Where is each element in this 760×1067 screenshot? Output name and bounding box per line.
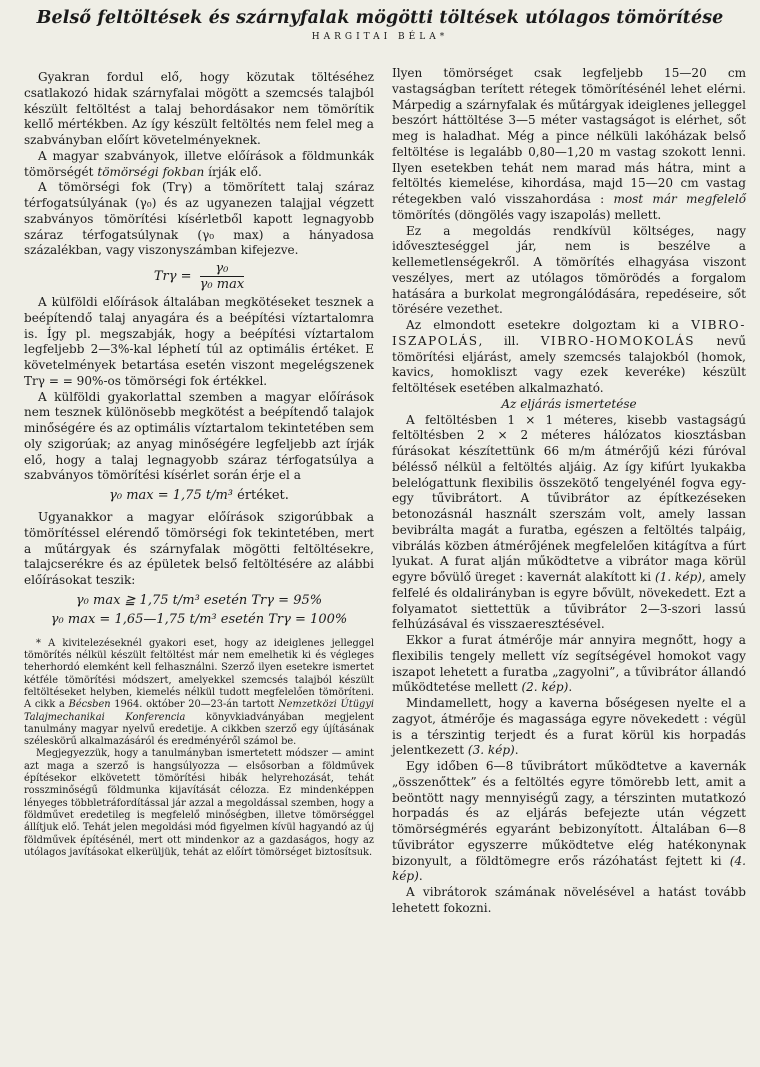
paragraph: Egy időben 6—8 tűvibrátort működtetve a kavernák „összenőttek” és a feltöltés egyre tömörebb lett, amit a beöntött nagy mennyiségű zagy, a térszinten mutatkozó horpadás és az eljárás befejezte után végzett tömörségmérés egyaránt bebizonyított. Általában 6—8 tűvibrátor egyszerre működtetve elég hatékonynak bizonyult, a földtömegre erős rázóhatást fejtett ki (4. kép).: [392, 759, 746, 884]
article-author: HARGITAI BÉLA*: [311, 32, 449, 42]
footnote: [24, 638, 374, 859]
article-title: Belső feltöltések és szárnyfalak mögötti töltések utólagos tömörítése: [36, 8, 724, 28]
footnote-paragraph: Megjegyezzük, hogy a tanulmányban ismertetett módszer — amint azt maga a szerző is hangsúlyozza — elsősorban a földművek építésekor elkövetett tömörítési hibák helyrehozását, tehát rosszminőségű földmunka kijavítását célozza. Ez mindenképpen lényeges többletráfordítással jár azzal a megoldással szemben, hogy a földművet eredetileg is megfelelő minőségben, illetve tömörséggel állítjuk elő. Tehát jelen megoldási mód figyelmen kívül hagyandó az új földművek építésénél, mert ott mindenkor az a gazdaságos, hogy az utólagos javításokat elkerüljük, tehát az előírt tömörséget biztosítsuk.: [24, 748, 374, 858]
paragraph: Ekkor a furat átmérője már annyira megnőtt, hogy a flexibilis tengely mellett víz segítségével homokot vagy iszapot lehetett a furatba „zagyolni”, a tűvibrátor állandó működtetése mellett (2. kép).: [392, 633, 746, 695]
paragraph: Ilyen tömörséget csak legfeljebb 15—20 cm vastagságban terített rétegek tömörítésénél lehet elérni. Márpedig a szárnyfalak és műtárgyak ideiglenes jelleggel beszórt háttöltése 3—5 méter vastagságot is elérhet, sőt meg is haladhat. Még a pince nélküli lakóházak belső feltöltése is legalább 0,80—1,20 m vastag szokott lenni. Ilyen esetekben tehát nem marad más hátra, mint a feltöltés kiemelése, kihordása, majd 15—20 cm vastag rétegekben való visszahordása : most már megfelelő tömörítés (döngölés vagy iszapolás) mellett.: [392, 66, 746, 222]
paragraph: A magyar szabványok, illetve előírások a földmunkák tömörségét tömörségi fokban írják elő.: [24, 148, 374, 179]
footnote-paragraph: * A kivitelezéseknél gyakori eset, hogy az ideiglenes jelleggel tömörítés nélkül készült feltöltést már nem emelhetik ki és végleges teherhordó elemként kell felhasználni. Szerző ilyen esetekre ismertet kétféle tömörítési módszert, amelyekkel szemcsés talajból készült feltöltéseket helyben, kiemelés nélkül tudott megfelelően tömöríteni. A cikk a Bécsben 1964. október 20—23-án tartott Nemzetközi Útügyi Talajmechanikai Konferencia könyvkiadványában megjelent tanulmány magyar nyelvű eredetije. A cikkben szerző egy újításának széleskörű alkalmazásáról és eredményéről számol be.: [24, 637, 374, 748]
paragraph: Mindamellett, hogy a kaverna bőségesen nyelte el a zagyot, átmérője és magassága egyre növekedett : végül is a térszintig terjedt és a furat körül kis horpadás jelentkezett (3. kép).: [392, 696, 746, 758]
paragraph: Ugyanakkor a magyar előírások szigorúbbak a tömörítéssel elérendő tömörségi fok tekintetében, mert a műtárgyak és szárnyfalak mögötti feltöltésekre, talajcserékre és az épületek belső feltöltésére az alábbi előírásokat teszik:: [24, 510, 374, 587]
formula-tomorsegi-fok: Trγ = $\frac{\text{γ₀}}{\text{γ₀ max}}$: [153, 261, 245, 292]
paragraph: Gyakran fordul elő, hogy közutak töltéséhez csatlakozó hidak szárnyfalai mögött a szemcsés talajból készült feltöltést a talaj behordásakor nem tömörítik kellő mértékben. Az így készült feltöltés nem felel meg a szabványban előírt követelményeknek.: [24, 70, 374, 147]
formula-max-density: γ₀ max = 1,75 t/m³ értéket.: [109, 488, 289, 503]
paragraph: A vibrátorok számának növelésével a hatást tovább lehetett fokozni.: [392, 885, 746, 915]
left-column: [24, 70, 374, 859]
paragraph: A külföldi gyakorlattal szemben a magyar előírások nem tesznek különösebb megkötést a beépítendő talajok minőségére és az optimális víztartalom tekintetében sem oly szigorúak; az anyag minőségére legfeljebb azt írják elő, hogy a talaj legnagyobb száraz térfogatsúlya a szabványos tömörítési kísérlet során érje el a: [24, 389, 374, 483]
paragraph: A külföldi előírások általában megkötéseket tesznek a beépítendő talaj anyagára és a beépítési víztartalomra is. Így pl. megszabják, hogy a beépítési víztartalom legfeljebb 2—3%-kal léphetí túl az optimális értéket. E követelmények betartása esetén viszont megelégszenek Trγ = = 90%-os tömörségi fok értékkel.: [24, 295, 374, 388]
paragraph: Ez a megoldás rendkívül költséges, nagy időveszteséggel jár, nem is beszélve a kellemetlenségekről. A tömörítés elhagyása viszont veszélyes, mert az utólagos tömörödés a forgalom hatására a burkolat megrongálódására, repedéseire, sőt törésére vezethet.: [392, 223, 746, 317]
formula-95: γ₀ max ≧ 1,75 t/m³ esetén Trγ = 95%: [75, 592, 323, 608]
paragraph: Az elmondott esetekre dolgoztam ki a VIBRO-ISZAPOLÁS, ill. VIBRO-HOMOKOLÁS nevű tömörítési eljárást, amely szemcsés talajokból (homok, kavics, homokliszt vagy ezek keveréke) készült feltöltések esetében alkalmazható.: [392, 318, 746, 395]
right-column: [392, 66, 746, 917]
paragraph: A feltöltésben 1 × 1 méteres, kisebb vastagságú feltöltésben 2 × 2 méteres hálózatos kiosztásban fúrásokat készítettünk 66 m/m átmérőjű kézi fúróval bélésső nélkül a feltöltés aljáig. Az így kifúrt lyukakba belelógattunk flexibilis összekötő tengelyénél fogva egy-egy tűvibrátort. A tűvibrátor az építkezéseken betonozásnál használt szerszám volt, amely lassan bevibrálta magát a furatba, egészen a feltöltés talpáig, vibrálás közben átmérőjének megfelelően kitágítva a fúrt lyukat. A furat alján működtetve a vibrátor maga körül egyre bővülő üreget : kavernát alakított ki (1. kép), amely felfelé és oldalirányban is egyre bővült, növekedett. Ezt a folyamatot siettettük a tűvibrátor 2—3-szori lassú felhúzásával és visszaeresztésével.: [392, 412, 746, 632]
paragraph: A tömörségi fok (Trγ) a tömörített talaj száraz térfogatsúlyának (γ₀) és az ugyanezen talajjal végzett szabványos tömörítési kísérletből kapott legnagyobb száraz térfogatsúlynak (γ₀ max) a hányadosa százalékban, vagy viszonyszámban kifejezve.: [24, 180, 374, 258]
formula-100: γ₀ max = 1,65—1,75 t/m³ esetén Trγ = 100%: [50, 611, 348, 627]
section-heading: Az eljárás ismertetése: [501, 396, 637, 411]
